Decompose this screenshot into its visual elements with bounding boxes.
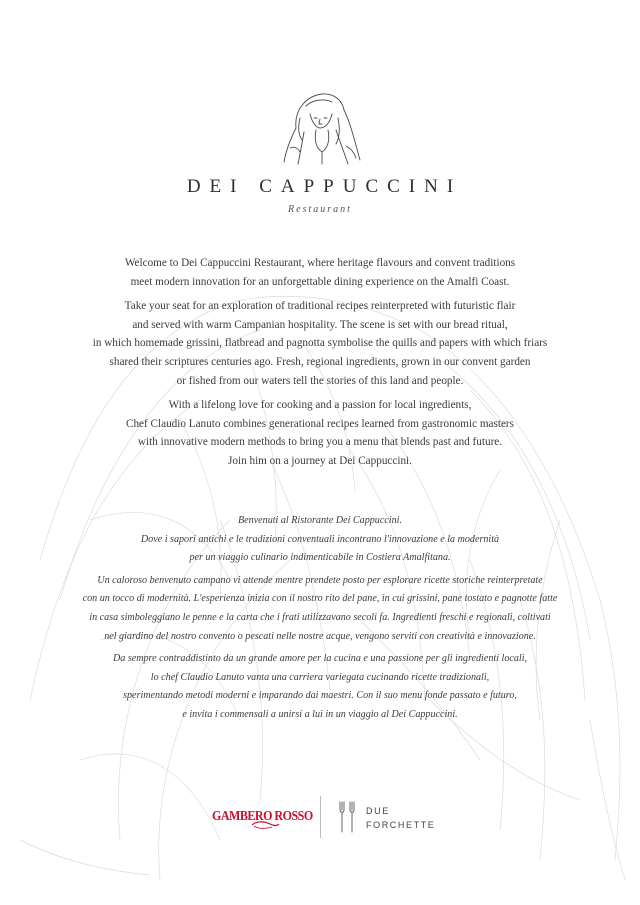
award-label-due: DUE	[366, 806, 390, 816]
footer-divider	[320, 796, 321, 838]
two-forks-icon	[338, 800, 358, 834]
restaurant-subtitle: Restaurant	[288, 204, 352, 215]
text-line: Welcome to Dei Cappuccini Restaurant, where heritage flavours and convent traditions	[124, 257, 516, 269]
text-line: Da sempre contraddistinto da un grande amore per la cucina e una passione per gli ingredienti locali,	[112, 653, 528, 665]
italian-paragraph-1	[40, 512, 600, 568]
text-line: with innovative modern methods to bring you a menu that blends past and future.	[137, 436, 503, 449]
english-paragraph-1	[40, 254, 600, 291]
award-label-forchette: FORCHETTE	[366, 820, 436, 830]
text-line: Join him on a journey at Dei Cappuccini.	[228, 454, 412, 467]
italian-paragraph-2	[40, 572, 600, 646]
text-line: or fished from our waters tell the stories of this land and people.	[176, 374, 464, 387]
english-paragraph-3	[40, 396, 600, 470]
award-footer	[0, 796, 640, 840]
text-line: Un caloroso benvenuto campano vi attende mentre prendete posto per esplorare ricette storiche reinterpretate	[97, 574, 543, 586]
restaurant-name: DEI CAPPUCCINI	[186, 176, 463, 197]
text-line: e invita i commensali a unirsi a lui in un viaggio al Dei Cappuccini.	[182, 708, 458, 720]
friar-portrait-icon	[276, 88, 364, 166]
text-line: Chef Claudio Lanuto combines generational recipes learned from gastronomic masters	[125, 417, 515, 430]
text-line: per un viaggio culinario indimenticabile in Costiera Amalfitana.	[189, 552, 451, 564]
italian-paragraph-3	[40, 650, 600, 724]
text-line: in casa simboleggiano le penne e la carta che i frati utilizzavano secoli fa. Ingredienti freschi e regionali, coltivati	[89, 611, 551, 623]
text-line: Benvenuti al Ristorante Dei Cappuccini.	[238, 515, 402, 526]
text-line: con un tocco di modernità. L'esperienza inizia con il nostro rito del pane, in cui grissini, pane tostato e pagnotte fatte	[82, 593, 558, 605]
text-line: With a lifelong love for cooking and a passion for local ingredients,	[168, 399, 472, 412]
gambero-rosso-logo: GAMBERO ROSSO	[212, 809, 313, 824]
text-line: meet modern innovation for an unforgettable dining experience on the Amalfi Coast.	[130, 275, 510, 288]
text-line: lo chef Claudio Lanuto vanta una carriera variegata cucinando ricette tradizionali,	[150, 671, 490, 683]
text-line: sperimentando metodi moderni e imparando dai maestri. Con il suo menu fonde passato e futuro,	[123, 690, 517, 702]
shrimp-icon	[250, 820, 280, 830]
italian-introduction	[40, 512, 600, 729]
text-line: Take your seat for an exploration of traditional recipes reinterpreted with futuristic flair	[124, 300, 516, 313]
text-line: nel giardino del nostro convento o pescati nelle nostre acque, vengono serviti con creatività e innovazione.	[104, 630, 536, 642]
text-line: and served with warm Campanian hospitality. The scene is set with our bread ritual,	[132, 318, 508, 331]
text-line: shared their scriptures centuries ago. Fresh, regional ingredients, grown in our convent garden	[109, 355, 531, 368]
english-paragraph-2	[40, 297, 600, 390]
text-line: in which homemade grissini, flatbread and pagnotta symbolise the quills and papers with which friars	[92, 337, 548, 350]
text-line: Dove i sapori antichi e le tradizioni conventuali incontrano l'innovazione e la modernità	[140, 533, 500, 545]
english-introduction	[40, 254, 600, 477]
